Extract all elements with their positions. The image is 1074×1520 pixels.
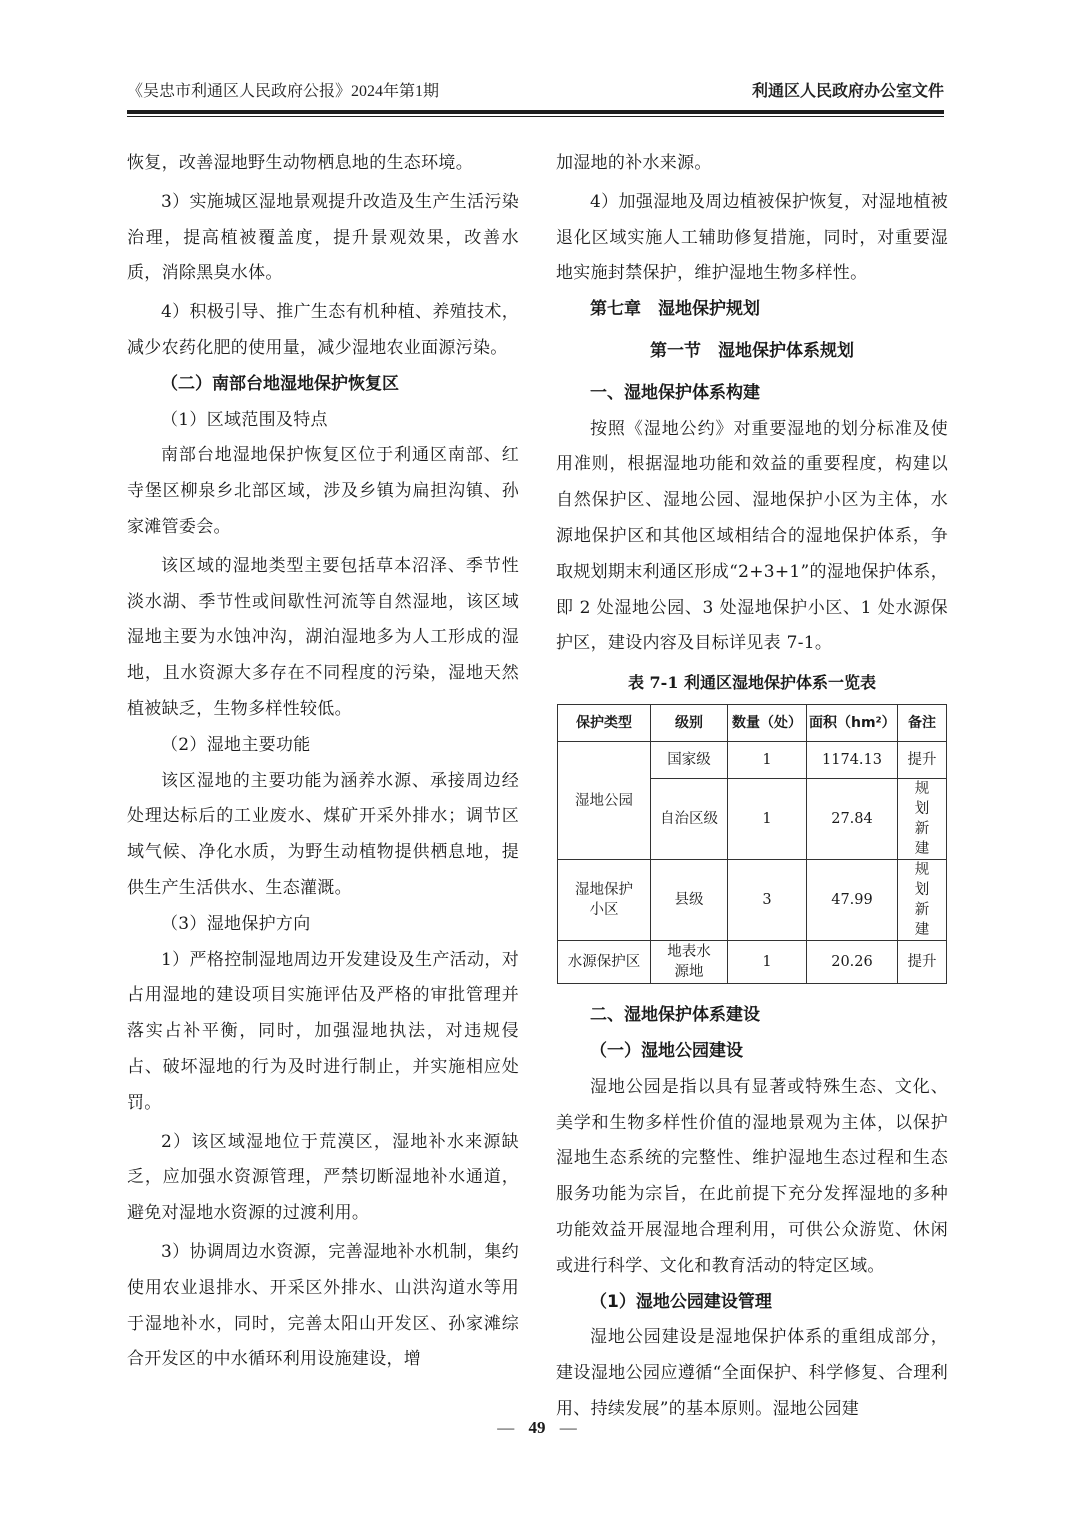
level-cell: 县级 (651, 860, 728, 941)
subsection-heading: 一、湿地保护体系构建 (590, 382, 760, 403)
paragraph: 3）协调周边水资源，完善湿地补水机制，集约使用农业退排水、开采区外排水、山洪沟道水等用于湿地补水，同时，完善太阳山开发区、孙家滩综合开发区的中水循环利用设施建设，增 (127, 1241, 519, 1370)
paragraph: 4）积极引导、推广生态有机种植、养殖技术，减少农药化肥的使用量，减少湿地农业面源污染。 (127, 302, 519, 358)
type-cell: 水源保护区 (558, 941, 651, 984)
level-cell: 自治区级 (651, 779, 728, 860)
section-heading: （二）南部台地湿地保护恢复区 (161, 373, 399, 394)
type-cell: 湿地保护小区 (558, 860, 651, 941)
table-row (558, 941, 947, 984)
header-cell: 保护类型 (558, 705, 651, 742)
count-cell: 3 (728, 860, 807, 941)
count-cell: 1 (728, 779, 807, 860)
note-cell: 规划新建 (898, 860, 947, 941)
header-cell: 面积（hm²） (807, 705, 898, 742)
type-cell: 湿地公园 (558, 742, 651, 860)
paragraph: 按照《湿地公约》对重要湿地的划分标准及使用准则，根据湿地功能和效益的重要程度，构建以自然保护区、湿地公园、湿地保护小区为主体，水源地保护区和其他区域相结合的湿地保护体系，争取规划期末利通区形成“2+3+1”的湿地保护体系，即 2 处湿地公园、3 处湿地保护小区、1 处水源保护区，建设内容及目标详见表 7-1。 (556, 418, 948, 654)
chapter-heading: 第七章 湿地保护规划 (590, 299, 760, 320)
page-number: 49 (528, 1418, 546, 1437)
level-cell: 国家级 (651, 742, 728, 779)
paragraph: 1）严格控制湿地周边开发建设及生产活动，对占用湿地的建设项目实施评估及严格的审批管理并落实占补平衡，同时，加强湿地执法，对违规侵占、破坏湿地的行为及时进行制止，并实施相应处罚。 (127, 949, 519, 1113)
subheading: （1）区域范围及特点 (161, 409, 328, 430)
paragraph: 4）加强湿地及周边植被保护恢复，对湿地植被退化区域实施人工辅助修复措施，同时，对重要湿地实施封禁保护，维护湿地生物多样性。 (556, 191, 948, 284)
table-caption: 表 7-1 利通区湿地保护体系一览表 (627, 673, 877, 693)
table-header-row (558, 705, 947, 742)
journal-title: 《吴忠市利通区人民政府公报》2024年第1期 (127, 83, 440, 100)
area-cell: 1174.13 (807, 742, 898, 779)
table-row (558, 860, 947, 941)
subheading: （2）湿地主要功能 (161, 734, 311, 755)
wetland-protection-table (557, 704, 947, 984)
dash-left: — (497, 1418, 515, 1437)
header-cell: 数量（处） (728, 705, 807, 742)
level-cell: 地表水源地 (651, 941, 728, 984)
header-rule-thick (127, 110, 944, 114)
note-cell: 提升 (898, 941, 947, 984)
page-header (127, 78, 944, 106)
subheading: （3）湿地保护方向 (161, 913, 311, 934)
paragraph: 湿地公园是指以具有显著或特殊生态、文化、美学和生物多样性价值的湿地景观为主体，以保护湿地生态系统的完整性、维护湿地生态过程和生态服务功能为宗旨，在此前提下充分发挥湿地的多种功能效益开展湿地合理利用，可供公众游览、休闲或进行科学、文化和教育活动的特定区域。 (556, 1076, 948, 1276)
paragraph: 该区湿地的主要功能为涵养水源、承接周边经处理达标后的工业废水、煤矿开采外排水；调节区域气候、净化水质，为野生动植物提供栖息地，提供生产生活供水、生态灌溉。 (127, 770, 519, 898)
paragraph: 该区域的湿地类型主要包括草本沼泽、季节性淡水湖、季节性或间歇性河流等自然湿地，该区域湿地主要为水蚀冲沟，湖泊湿地多为人工形成的湿地，且水资源大多存在不同程度的污染，湿地天然植被缺乏，生物多样性较低。 (127, 555, 519, 719)
note-cell: 提升 (898, 742, 947, 779)
paragraph: 湿地公园建设是湿地保护体系的重组成部分，建设湿地公园应遵循“全面保护、科学修复、合理利用、持续发展”的基本原则。湿地公园建 (556, 1327, 948, 1419)
area-cell: 47.99 (807, 860, 898, 941)
paragraph: 加湿地的补水来源。 (556, 153, 712, 173)
header-rule-thin (127, 116, 944, 117)
header-cell: 备注 (898, 705, 947, 742)
area-cell: 20.26 (807, 941, 898, 984)
subsection-heading: 二、湿地保护体系建设 (590, 1005, 760, 1026)
section-heading: （1）湿地公园建设管理 (590, 1291, 772, 1312)
section-label: 利通区人民政府办公室文件 (751, 81, 944, 100)
count-cell: 1 (728, 941, 807, 984)
right-column (556, 146, 948, 1428)
table-row (558, 742, 947, 779)
paragraph: 3）实施城区湿地景观提升改造及生产生活污染治理，提高植被覆盖度，提升景观效果，改善水质，消除黑臭水体。 (127, 191, 519, 284)
area-cell: 27.84 (807, 779, 898, 860)
section-title: 第一节 湿地保护体系规划 (650, 340, 854, 361)
dash-right: — (559, 1418, 577, 1437)
count-cell: 1 (728, 742, 807, 779)
section-heading: （一）湿地公园建设 (590, 1040, 743, 1061)
left-column (127, 146, 519, 1378)
page-footer (0, 1418, 1074, 1438)
note-cell: 规划新建 (898, 779, 947, 860)
paragraph: 恢复，改善湿地野生动物栖息地的生态环境。 (127, 153, 473, 173)
paragraph: 2）该区域湿地位于荒漠区，湿地补水来源缺乏，应加强水资源管理，严禁切断湿地补水通道，避免对湿地水资源的过渡利用。 (127, 1131, 519, 1224)
paragraph: 南部台地湿地保护恢复区位于利通区南部、红寺堡区柳泉乡北部区域，涉及乡镇为扁担沟镇、孙家滩管委会。 (127, 445, 519, 537)
header-cell: 级别 (651, 705, 728, 742)
